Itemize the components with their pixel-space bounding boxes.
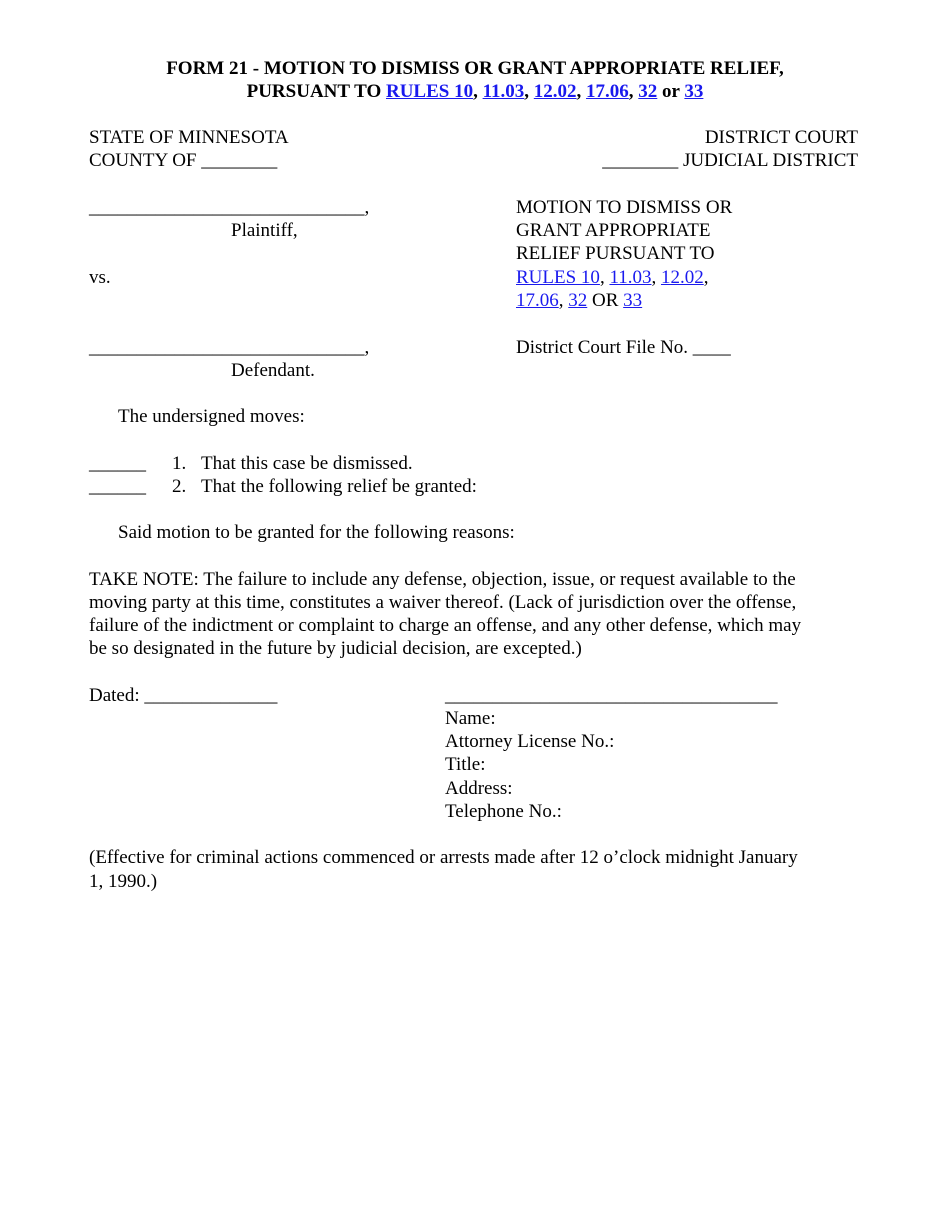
county-label: COUNTY OF ________ xyxy=(89,150,278,171)
signature-line: ___________________________________ xyxy=(445,685,778,706)
take-note-line2: moving party at this time, constitutes a waiver thereof. (Lack of jurisdiction over the offense, xyxy=(89,592,797,613)
rule-link-11-03[interactable]: 11.03 xyxy=(482,81,525,102)
take-note-line4: be so designated in the future by judicial decision, are excepted.) xyxy=(89,638,582,659)
separator: , xyxy=(628,81,634,102)
motion-rule-link-32[interactable]: 32 xyxy=(568,290,588,311)
motion-rules-line1 xyxy=(516,266,708,289)
item-1-text: That this case be dismissed. xyxy=(201,453,413,474)
motion-rule-link-10[interactable]: RULES 10 xyxy=(516,267,600,288)
motion-title-line3: RELIEF PURSUANT TO xyxy=(516,243,715,264)
address-label: Address: xyxy=(445,778,513,799)
item-2-blank: ______ xyxy=(89,476,146,497)
motion-rules-line2 xyxy=(516,289,642,312)
take-note-line3: failure of the indictment or complaint to charge an offense, and any other defense, which may xyxy=(89,615,802,636)
item-2-text: That the following relief be granted: xyxy=(201,476,477,497)
separator: , xyxy=(651,267,657,288)
state-label: STATE OF MINNESOTA xyxy=(89,127,289,148)
rule-link-12-02[interactable]: 12.02 xyxy=(533,81,577,102)
defendant-blank: _____________________________, xyxy=(89,337,370,358)
plaintiff-label: Plaintiff, xyxy=(231,220,298,241)
file-number: District Court File No. ____ xyxy=(516,337,731,358)
separator: , xyxy=(524,81,530,102)
motion-rule-link-33[interactable]: 33 xyxy=(623,290,643,311)
rule-link-32[interactable]: 32 xyxy=(638,81,658,102)
dated-field: Dated: ______________ xyxy=(89,685,278,706)
defendant-label: Defendant. xyxy=(231,360,315,381)
motion-rule-link-17-06[interactable]: 17.06 xyxy=(516,290,559,311)
effective-note-line2: 1, 1990.) xyxy=(89,871,158,892)
district-label: ________ JUDICIAL DISTRICT xyxy=(602,150,858,171)
motion-rule-link-12-02[interactable]: 12.02 xyxy=(660,267,704,288)
license-label: Attorney License No.: xyxy=(445,731,615,752)
pursuant-label: PURSUANT TO xyxy=(246,81,382,102)
title-label: Title: xyxy=(445,754,486,775)
court-label: DISTRICT COURT xyxy=(704,127,858,148)
motion-title-line2: GRANT APPROPRIATE xyxy=(516,220,711,241)
name-label: Name: xyxy=(445,708,496,729)
separator: , xyxy=(473,81,478,102)
reasons-text: Said motion to be granted for the following reasons: xyxy=(118,522,515,543)
rule-link-33[interactable]: 33 xyxy=(684,81,704,102)
rule-link-17-06[interactable]: 17.06 xyxy=(586,81,629,102)
item-2-number: 2. xyxy=(172,476,187,497)
separator: , xyxy=(703,267,709,288)
separator: , xyxy=(599,267,605,288)
or-label: or xyxy=(662,81,680,102)
effective-note-line1: (Effective for criminal actions commenced or arrests made after 12 o’clock midnight January xyxy=(89,847,798,868)
separator: , xyxy=(558,290,564,311)
motion-title-line1: MOTION TO DISMISS OR xyxy=(516,197,733,218)
item-1-blank: ______ xyxy=(89,453,146,474)
intro-text: The undersigned moves: xyxy=(118,406,305,427)
motion-rule-link-11-03[interactable]: 11.03 xyxy=(609,267,652,288)
motion-or-label: OR xyxy=(592,290,619,311)
vs-label: vs. xyxy=(89,267,111,288)
take-note-line1: TAKE NOTE: The failure to include any defense, objection, issue, or request available to the xyxy=(89,569,796,590)
plaintiff-blank: _____________________________, xyxy=(89,197,370,218)
form-title-rules-line xyxy=(0,80,950,103)
item-1-number: 1. xyxy=(172,453,187,474)
separator: , xyxy=(576,81,582,102)
telephone-label: Telephone No.: xyxy=(445,801,562,822)
form-title: FORM 21 - MOTION TO DISMISS OR GRANT APPROPRIATE RELIEF, xyxy=(166,58,784,79)
rule-link-10[interactable]: RULES 10 xyxy=(385,81,474,102)
